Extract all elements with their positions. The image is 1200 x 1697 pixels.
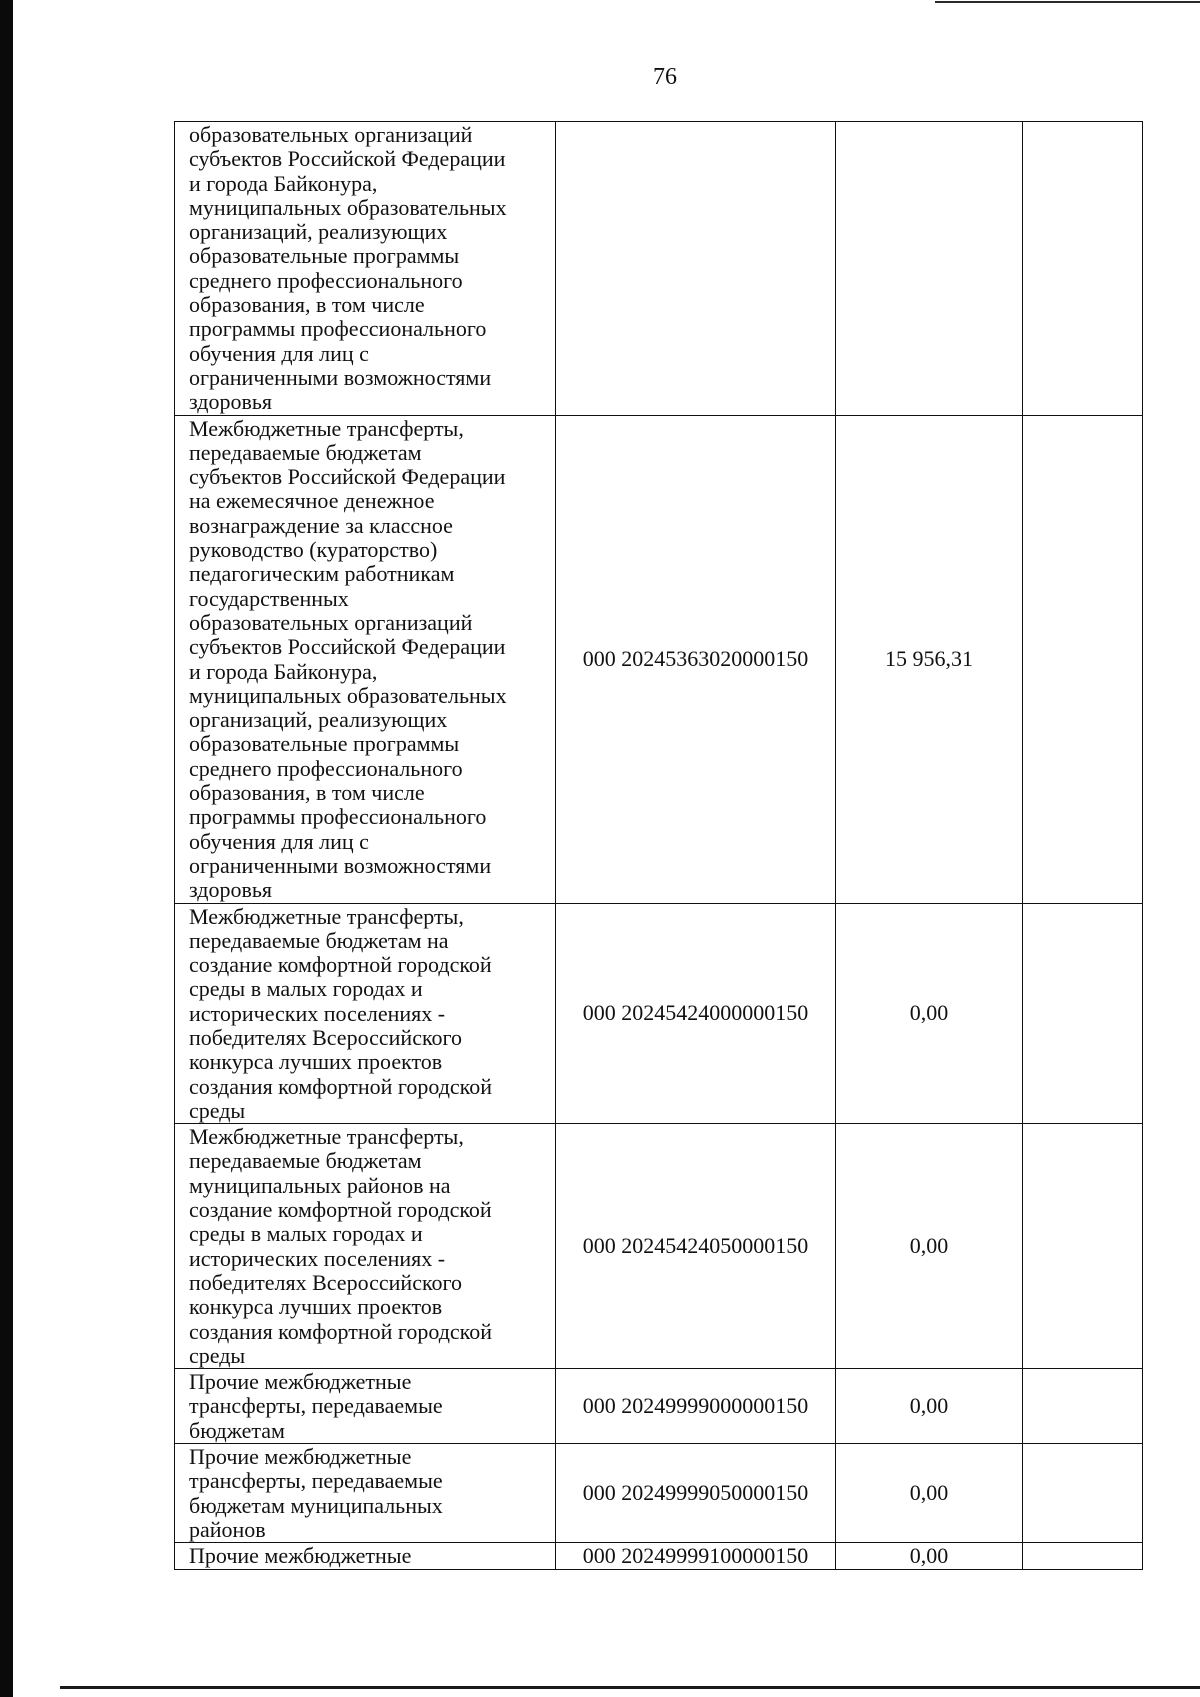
row-name-line: муниципальных образовательных (189, 194, 507, 220)
row-code-cell: 000 20245424050000150 (556, 1124, 836, 1369)
row-name-line: среды (189, 1342, 246, 1368)
row-name-line: исторических поселениях - (189, 1245, 446, 1271)
row-name-line: вознаграждение за классное (189, 512, 453, 538)
row-code-cell: 000 20249999000000150 (556, 1369, 836, 1444)
row-code-cell: 000 20245424000000150 (556, 903, 836, 1124)
row-name-line: среднего профессионального (189, 755, 463, 781)
row-name-line: здоровья (189, 389, 273, 415)
scan-top-edge (935, 1, 1200, 3)
row-empty-cell (1023, 415, 1143, 903)
row-name-line: обучения для лиц с (189, 828, 369, 854)
row-name-line: создание комфортной городской (189, 952, 492, 978)
row-name-line: Прочие межбюджетные (189, 1444, 412, 1470)
row-code-cell (556, 122, 836, 416)
row-name-line: организаций, реализующих (189, 707, 448, 733)
row-empty-cell (1023, 1124, 1143, 1369)
row-name-line: трансферты, передаваемые (189, 1468, 443, 1494)
table-row (175, 415, 1143, 903)
row-name-line: передаваемые бюджетам (189, 1148, 422, 1174)
row-name-cell (175, 1543, 556, 1569)
row-name-line: победителях Всероссийского (189, 1269, 463, 1295)
row-name-cell (175, 903, 556, 1124)
page-number: 76 (653, 64, 677, 90)
table-row (175, 1369, 1143, 1444)
scan-bottom-edge (60, 1686, 1200, 1689)
row-name-line: образовательных организаций (189, 122, 473, 147)
row-name-line: государственных (189, 585, 349, 611)
row-name-line: здоровья (189, 877, 273, 903)
table-row (175, 1444, 1143, 1543)
table-row (175, 122, 1143, 416)
row-code-cell: 000 20249999050000150 (556, 1444, 836, 1543)
row-name-line: исторических поселениях - (189, 1000, 446, 1026)
table-body (175, 122, 1143, 1570)
row-name-line: организаций, реализующих (189, 219, 448, 245)
row-name-line: педагогическим работникам (189, 561, 455, 587)
row-amount-cell: 0,00 (836, 903, 1023, 1124)
row-name-line: субъектов Российской Федерации (189, 464, 506, 490)
row-name-line: среды (189, 1097, 246, 1123)
row-name-line: программы профессионального (189, 316, 487, 342)
table-row (175, 1543, 1143, 1569)
row-name-line: бюджетам (189, 1417, 285, 1443)
row-name-line: победителях Всероссийского (189, 1024, 463, 1050)
row-name-line: бюджетам муниципальных (189, 1492, 443, 1518)
row-name-line: передаваемые бюджетам (189, 439, 422, 465)
row-name-line: создания комфортной городской (189, 1318, 493, 1344)
row-name-line: Межбюджетные трансферты, (189, 415, 464, 441)
row-name-cell (175, 1124, 556, 1369)
row-amount-cell: 0,00 (836, 1124, 1023, 1369)
row-name-line: Межбюджетные трансферты, (189, 903, 464, 929)
row-name-line: образовательных организаций (189, 609, 473, 635)
row-name-line: субъектов Российской Федерации (189, 634, 506, 660)
row-name-cell (175, 1444, 556, 1543)
row-empty-cell (1023, 1444, 1143, 1543)
table-row (175, 1124, 1143, 1369)
row-amount-cell: 0,00 (836, 1444, 1023, 1543)
row-name-line: субъектов Российской Федерации (189, 146, 506, 172)
row-empty-cell (1023, 903, 1143, 1124)
row-name-cell (175, 1369, 556, 1444)
row-name-line: трансферты, передаваемые (189, 1393, 443, 1419)
row-empty-cell (1023, 1543, 1143, 1569)
row-name-line: создание комфортной городской (189, 1197, 492, 1223)
row-name-line: образования, в том числе (189, 292, 425, 318)
row-name-line: муниципальных районов на (189, 1172, 451, 1198)
row-amount-cell: 0,00 (836, 1369, 1023, 1444)
row-name-line: ограниченными возможностями (189, 852, 492, 878)
row-name-line: среднего профессионального (189, 267, 463, 293)
row-name-line: руководство (кураторство) (189, 537, 438, 563)
row-name-line: обучения для лиц с (189, 340, 369, 366)
row-name-line: конкурса лучших проектов (189, 1049, 443, 1075)
row-name-line: среды в малых городах и (189, 1221, 423, 1247)
row-name-cell (175, 122, 556, 416)
row-name-line: Межбюджетные трансферты, (189, 1124, 464, 1150)
row-name-line: Прочие межбюджетные (189, 1369, 412, 1395)
row-name-line: и города Байконура, (189, 170, 378, 196)
row-amount-cell (836, 122, 1023, 416)
row-name-line: образовательные программы (189, 243, 460, 269)
row-name-line: передаваемые бюджетам на (189, 927, 449, 953)
row-name-line: и города Байконура, (189, 658, 378, 684)
row-amount-cell: 0,00 (836, 1543, 1023, 1569)
row-name-line: среды в малых городах и (189, 976, 423, 1002)
row-name-line: Прочие межбюджетные (189, 1543, 412, 1569)
row-name-line: конкурса лучших проектов (189, 1294, 443, 1320)
row-name-line: образовательные программы (189, 731, 460, 757)
scan-left-edge (0, 0, 13, 1697)
budget-table (174, 121, 1143, 1570)
row-name-line: на ежемесячное денежное (189, 488, 435, 514)
table-row (175, 903, 1143, 1124)
row-name-line: районов (189, 1516, 266, 1542)
row-amount-cell: 15 956,31 (836, 415, 1023, 903)
row-name-line: образования, в том числе (189, 780, 425, 806)
row-code-cell: 000 20245363020000150 (556, 415, 836, 903)
row-name-cell (175, 415, 556, 903)
row-name-line: муниципальных образовательных (189, 682, 507, 708)
row-code-cell: 000 20249999100000150 (556, 1543, 836, 1569)
row-name-line: создания комфортной городской (189, 1073, 493, 1099)
row-name-line: программы профессионального (189, 804, 487, 830)
row-name-line: ограниченными возможностями (189, 364, 492, 390)
row-empty-cell (1023, 1369, 1143, 1444)
row-empty-cell (1023, 122, 1143, 416)
